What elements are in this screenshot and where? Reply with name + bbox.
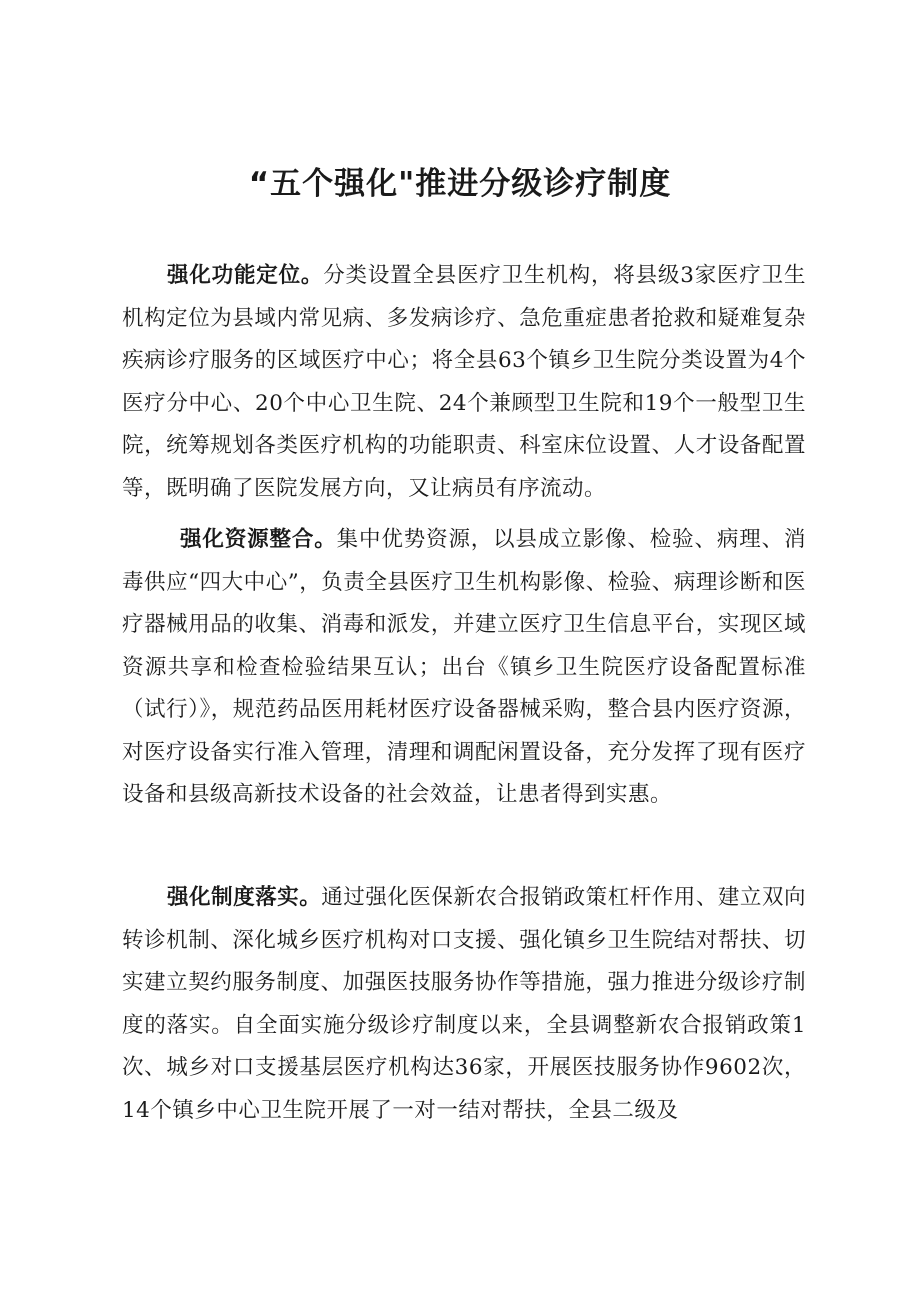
paragraph-heading: 强化制度落实。 [167, 885, 322, 910]
paragraph-heading: 强化功能定位。 [167, 263, 324, 288]
paragraph-function-positioning [122, 255, 806, 510]
paragraph-system-implementation [122, 877, 806, 1132]
paragraph-body: 分类设置全县医疗卫生机构，将县级3家医疗卫生机构定位为县域内常见病、多发病诊疗、急危重症患者抢救和疑难复杂疾病诊疗服务的区域医疗中心；将全县63个镇乡卫生院分类设置为4个医疗分中心、20个中心卫生院、24个兼顾型卫生院和19个一般型卫生院，统筹规划各类医疗机构的功能职责、科室床位设置、人才设备配置等，既明确了医院发展方向，又让病员有序流动。 [122, 263, 806, 501]
paragraph-body: 通过强化医保新农合报销政策杠杆作用、建立双向转诊机制、深化城乡医疗机构对口支援、强化镇乡卫生院结对帮扶、切实建立契约服务制度、加强医技服务协作等措施，强力推进分级诊疗制度的落实。自全面实施分级诊疗制度以来，全县调整新农合报销政策1次、城乡对口支援基层医疗机构达36家，开展医技服务协作9602次，14个镇乡中心卫生院开展了一对一结对帮扶，全县二级及 [122, 885, 806, 1123]
paragraph-resource-integration [122, 519, 806, 817]
paragraph-body: 集中优势资源，以县成立影像、检验、病理、消毒供应“四大中心”，负责全县医疗卫生机构影像、检验、病理诊断和医疗器械用品的收集、消毒和派发，并建立医疗卫生信息平台，实现区域资源共享和检查检验结果互认；出台《镇乡卫生院医疗设备配置标准（试行）》，规范药品医用耗材医疗设备器械采购，整合县内医疗资源，对医疗设备实行准入管理，清理和调配闲置设备，充分发挥了现有医疗设备和县级高新技术设备的社会效益，让患者得到实惠。 [122, 527, 806, 807]
document-title: “五个强化"推进分级诊疗制度 [248, 166, 672, 202]
paragraph-heading: 强化资源整合。 [180, 527, 337, 552]
